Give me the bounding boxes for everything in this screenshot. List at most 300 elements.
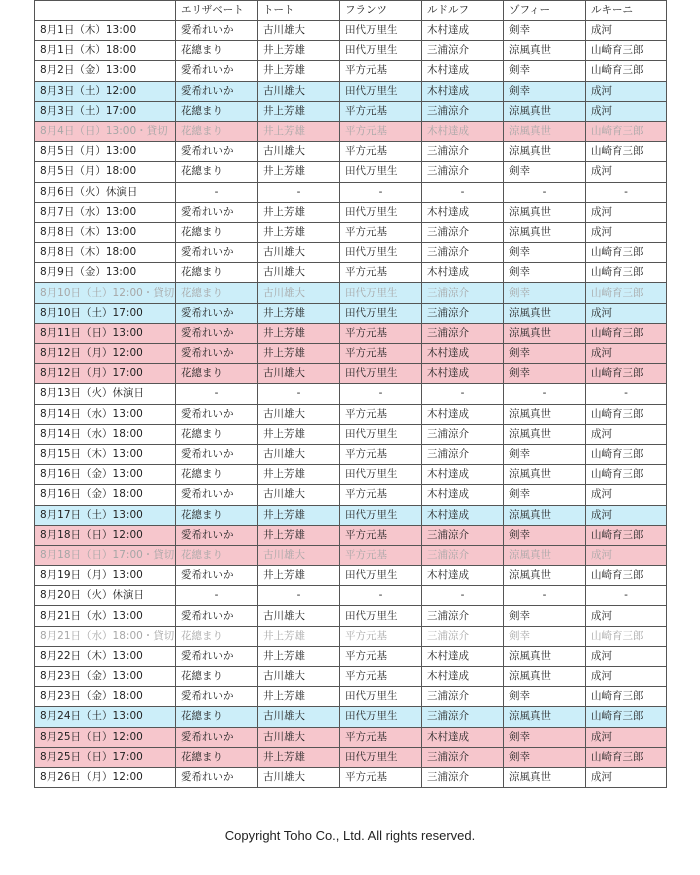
cell-rudolf: 木村達成 — [422, 646, 504, 666]
cell-lucheni: 成河 — [586, 222, 667, 242]
cell-lucheni: 成河 — [586, 667, 667, 687]
cell-rudolf: 木村達成 — [422, 81, 504, 101]
table-row — [35, 344, 667, 364]
cell-elisabeth: 花總まり — [176, 626, 258, 646]
table-row — [35, 525, 667, 545]
cell-lucheni: 成河 — [586, 101, 667, 121]
cell-sophie: 剣幸 — [504, 727, 586, 747]
cell-lucheni: 山崎育三郎 — [586, 263, 667, 283]
cell-rudolf: 三浦涼介 — [422, 303, 504, 323]
cell-date: 8月21日（水）13:00 — [35, 606, 176, 626]
cell-elisabeth: 愛希れいか — [176, 61, 258, 81]
cell-franz: - — [340, 384, 422, 404]
cell-lucheni: 成河 — [586, 162, 667, 182]
cell-franz: 田代万里生 — [340, 303, 422, 323]
cell-elisabeth: 花總まり — [176, 364, 258, 384]
cell-tod: 古川雄大 — [258, 485, 340, 505]
cell-elisabeth: 花總まり — [176, 707, 258, 727]
cell-rudolf: 木村達成 — [422, 61, 504, 81]
cell-rudolf: 三浦涼介 — [422, 687, 504, 707]
cell-lucheni: 成河 — [586, 646, 667, 666]
table-row — [35, 142, 667, 162]
copyright-notice: Copyright Toho Co., Ltd. All rights reserved. — [224, 828, 476, 843]
cell-sophie: 涼風真世 — [504, 41, 586, 61]
cell-date: 8月17日（土）13:00 — [35, 505, 176, 525]
table-row — [35, 767, 667, 787]
cell-tod: 古川雄大 — [258, 545, 340, 565]
cell-franz: 田代万里生 — [340, 606, 422, 626]
cell-elisabeth: 愛希れいか — [176, 21, 258, 41]
cell-elisabeth: - — [176, 182, 258, 202]
table-row — [35, 162, 667, 182]
cell-date: 8月14日（水）18:00 — [35, 424, 176, 444]
table-row — [35, 626, 667, 646]
cell-date: 8月25日（日）12:00 — [35, 727, 176, 747]
cell-lucheni: 山崎育三郎 — [586, 41, 667, 61]
cell-franz: 平方元基 — [340, 404, 422, 424]
cell-date: 8月24日（土）13:00 — [35, 707, 176, 727]
cell-elisabeth: 愛希れいか — [176, 243, 258, 263]
table-row — [35, 303, 667, 323]
cell-sophie: 剣幸 — [504, 626, 586, 646]
cell-tod: 古川雄大 — [258, 263, 340, 283]
cell-sophie: 涼風真世 — [504, 142, 586, 162]
cell-rudolf: 三浦涼介 — [422, 707, 504, 727]
cell-franz: 田代万里生 — [340, 21, 422, 41]
table-row — [35, 707, 667, 727]
cell-franz: 田代万里生 — [340, 687, 422, 707]
cell-tod: 井上芳雄 — [258, 202, 340, 222]
cell-rudolf: 木村達成 — [422, 202, 504, 222]
cell-rudolf: 木村達成 — [422, 485, 504, 505]
cell-lucheni: 成河 — [586, 202, 667, 222]
cell-sophie: 涼風真世 — [504, 222, 586, 242]
cell-franz: 平方元基 — [340, 485, 422, 505]
header-elisabeth: エリザベート — [176, 1, 258, 21]
cell-rudolf: 三浦涼介 — [422, 545, 504, 565]
cell-lucheni: - — [586, 586, 667, 606]
cell-tod: 古川雄大 — [258, 364, 340, 384]
performance-schedule-table — [34, 0, 667, 788]
cell-date: 8月9日（金）13:00 — [35, 263, 176, 283]
cell-elisabeth: 花總まり — [176, 424, 258, 444]
cell-lucheni: 山崎育三郎 — [586, 747, 667, 767]
cell-date: 8月12日（月）12:00 — [35, 344, 176, 364]
cell-elisabeth: 愛希れいか — [176, 323, 258, 343]
cell-rudolf: 木村達成 — [422, 566, 504, 586]
cell-elisabeth: 愛希れいか — [176, 485, 258, 505]
cell-lucheni: 成河 — [586, 767, 667, 787]
cell-lucheni: 山崎育三郎 — [586, 465, 667, 485]
cell-lucheni: 山崎育三郎 — [586, 404, 667, 424]
cell-tod: 井上芳雄 — [258, 747, 340, 767]
cell-lucheni: 成河 — [586, 21, 667, 41]
cell-lucheni: 山崎育三郎 — [586, 61, 667, 81]
table-row — [35, 727, 667, 747]
cell-lucheni: 成河 — [586, 727, 667, 747]
cell-franz: 平方元基 — [340, 222, 422, 242]
cell-franz: 田代万里生 — [340, 707, 422, 727]
cell-sophie: 剣幸 — [504, 243, 586, 263]
table-row — [35, 384, 667, 404]
cell-franz: 田代万里生 — [340, 41, 422, 61]
cell-date: 8月10日（土）17:00 — [35, 303, 176, 323]
cell-franz: 平方元基 — [340, 61, 422, 81]
cell-tod: 古川雄大 — [258, 21, 340, 41]
table-row — [35, 81, 667, 101]
cell-franz: 平方元基 — [340, 344, 422, 364]
cell-elisabeth: 愛希れいか — [176, 767, 258, 787]
cell-lucheni: 成河 — [586, 81, 667, 101]
cell-sophie: 剣幸 — [504, 747, 586, 767]
table-row — [35, 505, 667, 525]
cell-lucheni: 山崎育三郎 — [586, 626, 667, 646]
cell-date: 8月8日（木）18:00 — [35, 243, 176, 263]
cell-elisabeth: 愛希れいか — [176, 646, 258, 666]
cell-franz: 平方元基 — [340, 323, 422, 343]
cell-tod: 井上芳雄 — [258, 61, 340, 81]
header-lucheni: ルキーニ — [586, 1, 667, 21]
cell-tod: 井上芳雄 — [258, 162, 340, 182]
cell-rudolf: 三浦涼介 — [422, 747, 504, 767]
cell-sophie: 涼風真世 — [504, 101, 586, 121]
table-row — [35, 667, 667, 687]
cell-rudolf: 木村達成 — [422, 465, 504, 485]
cell-franz: 田代万里生 — [340, 465, 422, 485]
cell-date: 8月7日（水）13:00 — [35, 202, 176, 222]
cell-lucheni: 成河 — [586, 344, 667, 364]
table-row — [35, 364, 667, 384]
cell-date: 8月14日（水）13:00 — [35, 404, 176, 424]
cell-lucheni: 成河 — [586, 424, 667, 444]
cell-sophie: 涼風真世 — [504, 323, 586, 343]
cell-elisabeth: 愛希れいか — [176, 142, 258, 162]
cell-sophie: 剣幸 — [504, 344, 586, 364]
cell-rudolf: 木村達成 — [422, 344, 504, 364]
cell-franz: - — [340, 586, 422, 606]
cell-rudolf: 三浦涼介 — [422, 283, 504, 303]
table-row — [35, 606, 667, 626]
cell-date: 8月21日（水）18:00・貸切 — [35, 626, 176, 646]
cell-lucheni: 山崎育三郎 — [586, 444, 667, 464]
cell-date: 8月4日（日）13:00・貸切 — [35, 121, 176, 141]
cell-franz: 平方元基 — [340, 767, 422, 787]
cell-date: 8月20日（火）休演日 — [35, 586, 176, 606]
cell-rudolf: 三浦涼介 — [422, 525, 504, 545]
cell-elisabeth: 花總まり — [176, 101, 258, 121]
cell-franz: 田代万里生 — [340, 283, 422, 303]
header-date — [35, 1, 176, 21]
cell-sophie: - — [504, 586, 586, 606]
cell-rudolf: 木村達成 — [422, 364, 504, 384]
cell-date: 8月26日（月）12:00 — [35, 767, 176, 787]
cell-lucheni: 山崎育三郎 — [586, 566, 667, 586]
cell-rudolf: 木村達成 — [422, 263, 504, 283]
cell-elisabeth: 花總まり — [176, 263, 258, 283]
cell-franz: - — [340, 182, 422, 202]
cell-lucheni: 山崎育三郎 — [586, 525, 667, 545]
cell-rudolf: 三浦涼介 — [422, 101, 504, 121]
table-row — [35, 646, 667, 666]
table-row — [35, 243, 667, 263]
cell-franz: 平方元基 — [340, 121, 422, 141]
cell-rudolf: 三浦涼介 — [422, 243, 504, 263]
table-row — [35, 323, 667, 343]
cell-sophie: 涼風真世 — [504, 566, 586, 586]
cell-franz: 平方元基 — [340, 667, 422, 687]
table-row — [35, 101, 667, 121]
cell-tod: - — [258, 182, 340, 202]
cell-tod: 古川雄大 — [258, 243, 340, 263]
cell-franz: 田代万里生 — [340, 747, 422, 767]
table-row — [35, 404, 667, 424]
cell-date: 8月3日（土）17:00 — [35, 101, 176, 121]
cell-date: 8月10日（土）12:00・貸切 — [35, 283, 176, 303]
cell-rudolf: - — [422, 182, 504, 202]
cell-tod: 古川雄大 — [258, 404, 340, 424]
cell-tod: 井上芳雄 — [258, 566, 340, 586]
cell-rudolf: 三浦涼介 — [422, 222, 504, 242]
cell-elisabeth: - — [176, 586, 258, 606]
table-row — [35, 747, 667, 767]
cell-sophie: 剣幸 — [504, 263, 586, 283]
table-row — [35, 566, 667, 586]
cell-tod: 井上芳雄 — [258, 323, 340, 343]
cell-tod: 井上芳雄 — [258, 121, 340, 141]
cell-sophie: 涼風真世 — [504, 121, 586, 141]
cell-rudolf: 三浦涼介 — [422, 323, 504, 343]
header-row — [35, 1, 667, 21]
header-franz: フランツ — [340, 1, 422, 21]
cell-date: 8月18日（日）12:00 — [35, 525, 176, 545]
cell-rudolf: 三浦涼介 — [422, 606, 504, 626]
table-row — [35, 21, 667, 41]
cell-tod: 井上芳雄 — [258, 424, 340, 444]
cell-sophie: 涼風真世 — [504, 545, 586, 565]
cell-tod: 古川雄大 — [258, 444, 340, 464]
cell-elisabeth: 愛希れいか — [176, 81, 258, 101]
cell-date: 8月1日（木）18:00 — [35, 41, 176, 61]
table-row — [35, 545, 667, 565]
cell-sophie: 涼風真世 — [504, 303, 586, 323]
cell-lucheni: 成河 — [586, 505, 667, 525]
cell-sophie: 剣幸 — [504, 283, 586, 303]
schedule-body — [35, 21, 667, 788]
cell-sophie: 涼風真世 — [504, 667, 586, 687]
cell-elisabeth: 愛希れいか — [176, 404, 258, 424]
table-row — [35, 444, 667, 464]
table-row — [35, 283, 667, 303]
cell-sophie: - — [504, 384, 586, 404]
cell-lucheni: 成河 — [586, 485, 667, 505]
cell-tod: 古川雄大 — [258, 142, 340, 162]
cell-rudolf: 三浦涼介 — [422, 626, 504, 646]
cell-elisabeth: 花總まり — [176, 41, 258, 61]
cell-elisabeth: 愛希れいか — [176, 303, 258, 323]
cell-sophie: 剣幸 — [504, 525, 586, 545]
cell-date: 8月23日（金）18:00 — [35, 687, 176, 707]
cell-date: 8月3日（土）12:00 — [35, 81, 176, 101]
cell-date: 8月5日（月）13:00 — [35, 142, 176, 162]
cell-elisabeth: 愛希れいか — [176, 687, 258, 707]
cell-franz: 平方元基 — [340, 626, 422, 646]
table-row — [35, 687, 667, 707]
table-row — [35, 424, 667, 444]
cell-sophie: 剣幸 — [504, 444, 586, 464]
cell-tod: 井上芳雄 — [258, 646, 340, 666]
cell-rudolf: 三浦涼介 — [422, 444, 504, 464]
cell-lucheni: 成河 — [586, 606, 667, 626]
cell-rudolf: 木村達成 — [422, 727, 504, 747]
cell-rudolf: - — [422, 586, 504, 606]
cell-tod: 井上芳雄 — [258, 465, 340, 485]
cell-tod: 井上芳雄 — [258, 505, 340, 525]
cell-lucheni: 山崎育三郎 — [586, 687, 667, 707]
cell-tod: 古川雄大 — [258, 727, 340, 747]
cell-tod: - — [258, 586, 340, 606]
cell-sophie: 涼風真世 — [504, 646, 586, 666]
cell-sophie: 剣幸 — [504, 485, 586, 505]
cell-date: 8月19日（月）13:00 — [35, 566, 176, 586]
cell-franz: 平方元基 — [340, 525, 422, 545]
table-row — [35, 41, 667, 61]
cell-date: 8月15日（木）13:00 — [35, 444, 176, 464]
cell-elisabeth: 愛希れいか — [176, 202, 258, 222]
cell-elisabeth: 花總まり — [176, 222, 258, 242]
cell-franz: 田代万里生 — [340, 505, 422, 525]
cell-rudolf: - — [422, 384, 504, 404]
cell-elisabeth: 花總まり — [176, 505, 258, 525]
cell-tod: 井上芳雄 — [258, 41, 340, 61]
cell-rudolf: 三浦涼介 — [422, 142, 504, 162]
cell-date: 8月8日（木）13:00 — [35, 222, 176, 242]
cell-tod: 井上芳雄 — [258, 101, 340, 121]
cell-rudolf: 三浦涼介 — [422, 424, 504, 444]
cell-lucheni: 山崎育三郎 — [586, 142, 667, 162]
cell-date: 8月22日（木）13:00 — [35, 646, 176, 666]
cell-elisabeth: 花總まり — [176, 747, 258, 767]
cell-lucheni: 成河 — [586, 303, 667, 323]
cell-sophie: 涼風真世 — [504, 404, 586, 424]
cell-date: 8月5日（月）18:00 — [35, 162, 176, 182]
cell-elisabeth: 花總まり — [176, 121, 258, 141]
cell-tod: 井上芳雄 — [258, 525, 340, 545]
cell-franz: 田代万里生 — [340, 243, 422, 263]
cell-sophie: 剣幸 — [504, 81, 586, 101]
cell-franz: 平方元基 — [340, 646, 422, 666]
table-row — [35, 485, 667, 505]
cell-date: 8月1日（木）13:00 — [35, 21, 176, 41]
cell-sophie: 涼風真世 — [504, 767, 586, 787]
cell-sophie: 剣幸 — [504, 61, 586, 81]
cell-elisabeth: 花總まり — [176, 465, 258, 485]
table-row — [35, 263, 667, 283]
table-row — [35, 182, 667, 202]
cell-date: 8月16日（金）18:00 — [35, 485, 176, 505]
cell-sophie: 涼風真世 — [504, 707, 586, 727]
cell-tod: - — [258, 384, 340, 404]
cell-sophie: 涼風真世 — [504, 465, 586, 485]
cell-date: 8月23日（金）13:00 — [35, 667, 176, 687]
cell-tod: 古川雄大 — [258, 767, 340, 787]
cell-tod: 井上芳雄 — [258, 687, 340, 707]
table-row — [35, 61, 667, 81]
cell-franz: 田代万里生 — [340, 364, 422, 384]
cell-lucheni: 山崎育三郎 — [586, 323, 667, 343]
cell-sophie: 涼風真世 — [504, 505, 586, 525]
cell-tod: 井上芳雄 — [258, 344, 340, 364]
cell-sophie: 涼風真世 — [504, 424, 586, 444]
cell-franz: 田代万里生 — [340, 566, 422, 586]
cell-sophie: - — [504, 182, 586, 202]
cell-lucheni: - — [586, 384, 667, 404]
cell-rudolf: 木村達成 — [422, 505, 504, 525]
cell-sophie: 剣幸 — [504, 162, 586, 182]
cell-elisabeth: - — [176, 384, 258, 404]
cell-franz: 田代万里生 — [340, 202, 422, 222]
cell-franz: 田代万里生 — [340, 162, 422, 182]
cell-rudolf: 木村達成 — [422, 667, 504, 687]
cell-elisabeth: 愛希れいか — [176, 525, 258, 545]
cell-sophie: 涼風真世 — [504, 202, 586, 222]
cell-tod: 古川雄大 — [258, 283, 340, 303]
cell-franz: 田代万里生 — [340, 424, 422, 444]
cell-rudolf: 三浦涼介 — [422, 767, 504, 787]
cell-sophie: 剣幸 — [504, 21, 586, 41]
cell-franz: 田代万里生 — [340, 81, 422, 101]
cell-date: 8月12日（月）17:00 — [35, 364, 176, 384]
cell-tod: 古川雄大 — [258, 606, 340, 626]
cell-lucheni: 山崎育三郎 — [586, 243, 667, 263]
cell-lucheni: 成河 — [586, 545, 667, 565]
cell-lucheni: 山崎育三郎 — [586, 283, 667, 303]
table-row — [35, 586, 667, 606]
cell-elisabeth: 花總まり — [176, 162, 258, 182]
cell-lucheni: 山崎育三郎 — [586, 707, 667, 727]
cell-franz: 平方元基 — [340, 101, 422, 121]
cell-date: 8月6日（火）休演日 — [35, 182, 176, 202]
table-row — [35, 121, 667, 141]
cell-tod: 井上芳雄 — [258, 222, 340, 242]
cell-elisabeth: 愛希れいか — [176, 344, 258, 364]
cell-tod: 井上芳雄 — [258, 303, 340, 323]
cell-tod: 井上芳雄 — [258, 626, 340, 646]
cell-elisabeth: 愛希れいか — [176, 727, 258, 747]
cell-date: 8月11日（日）13:00 — [35, 323, 176, 343]
cell-tod: 古川雄大 — [258, 707, 340, 727]
header-tod: トート — [258, 1, 340, 21]
cell-elisabeth: 花總まり — [176, 283, 258, 303]
cell-franz: 平方元基 — [340, 444, 422, 464]
cell-sophie: 剣幸 — [504, 687, 586, 707]
cell-rudolf: 三浦涼介 — [422, 162, 504, 182]
cell-lucheni: 山崎育三郎 — [586, 121, 667, 141]
cell-elisabeth: 愛希れいか — [176, 566, 258, 586]
cell-rudolf: 木村達成 — [422, 21, 504, 41]
table-row — [35, 465, 667, 485]
table-row — [35, 202, 667, 222]
cell-franz: 平方元基 — [340, 142, 422, 162]
cell-date: 8月16日（金）13:00 — [35, 465, 176, 485]
cell-elisabeth: 愛希れいか — [176, 444, 258, 464]
cell-rudolf: 木村達成 — [422, 121, 504, 141]
cell-date: 8月25日（日）17:00 — [35, 747, 176, 767]
cell-lucheni: - — [586, 182, 667, 202]
cell-sophie: 剣幸 — [504, 364, 586, 384]
cell-franz: 平方元基 — [340, 263, 422, 283]
cell-elisabeth: 花總まり — [176, 667, 258, 687]
cell-tod: 古川雄大 — [258, 81, 340, 101]
